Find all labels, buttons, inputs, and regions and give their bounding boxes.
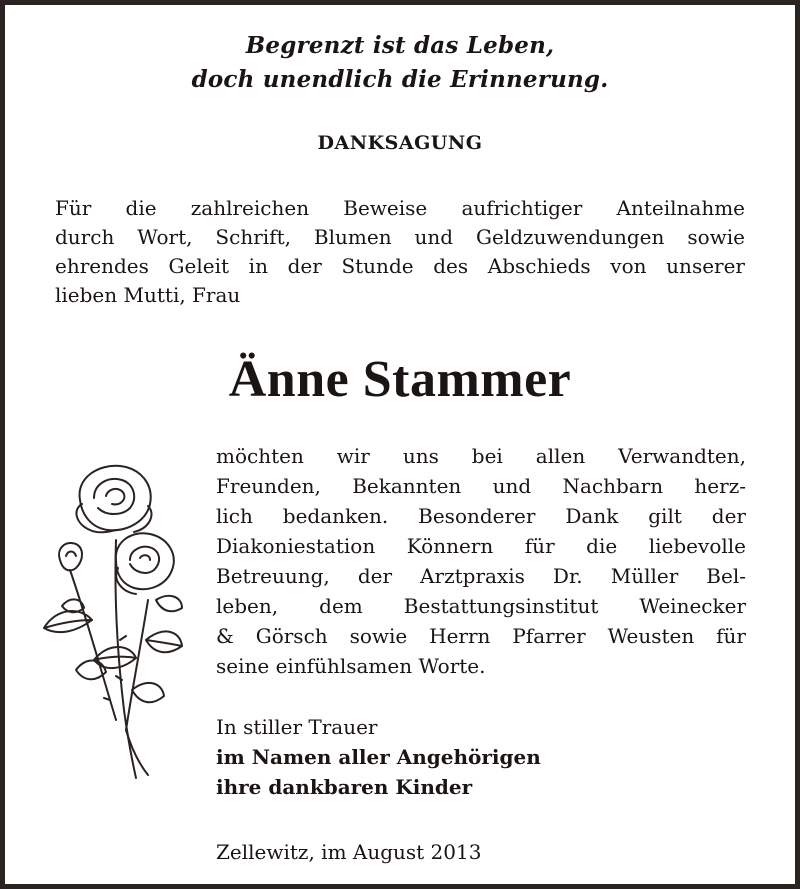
motto-line-1: Begrenzt ist das Leben, xyxy=(245,32,555,59)
place-date: Zellewitz, im August 2013 xyxy=(216,840,482,864)
intro-line: durch Wort, Schrift, Blumen und Geldzuwendungen sowie xyxy=(55,225,745,249)
motto-line-2: doch unendlich die Erinnerung. xyxy=(191,66,609,93)
thanks-line: Diakoniestation Könnern für die liebevolle xyxy=(216,534,746,558)
heading-danksagung: DANKSAGUNG xyxy=(317,132,483,154)
thanks-line: Betreuung, der Arztpraxis Dr. Müller Bel- xyxy=(216,564,746,588)
deceased-name: Änne Stammer xyxy=(228,351,572,408)
thanks-line: möchten wir uns bei allen Verwandten, xyxy=(216,444,746,468)
intro-line: lieben Mutti, Frau xyxy=(55,283,241,307)
rose-illustration-icon xyxy=(36,460,196,780)
signature-children: ihre dankbaren Kinder xyxy=(216,775,473,799)
thanks-line: leben, dem Bestattungsinstitut Weinecker xyxy=(216,594,746,618)
thanks-line: seine einfühlsamen Worte. xyxy=(216,654,486,678)
intro-line: Für die zahlreichen Beweise aufrichtiger Anteilnahme xyxy=(55,196,745,220)
signature-family: im Namen aller Angehörigen xyxy=(216,745,541,769)
signature-mourning: In stiller Trauer xyxy=(216,715,378,739)
thanks-line: lich bedanken. Besonderer Dank gilt der xyxy=(216,504,746,528)
thanks-line: & Görsch sowie Herrn Pfarrer Weusten für xyxy=(216,624,746,648)
thanks-line: Freunden, Bekannten und Nachbarn herz- xyxy=(216,474,746,498)
intro-line: ehrendes Geleit in der Stunde des Abschieds von unserer xyxy=(55,254,745,278)
